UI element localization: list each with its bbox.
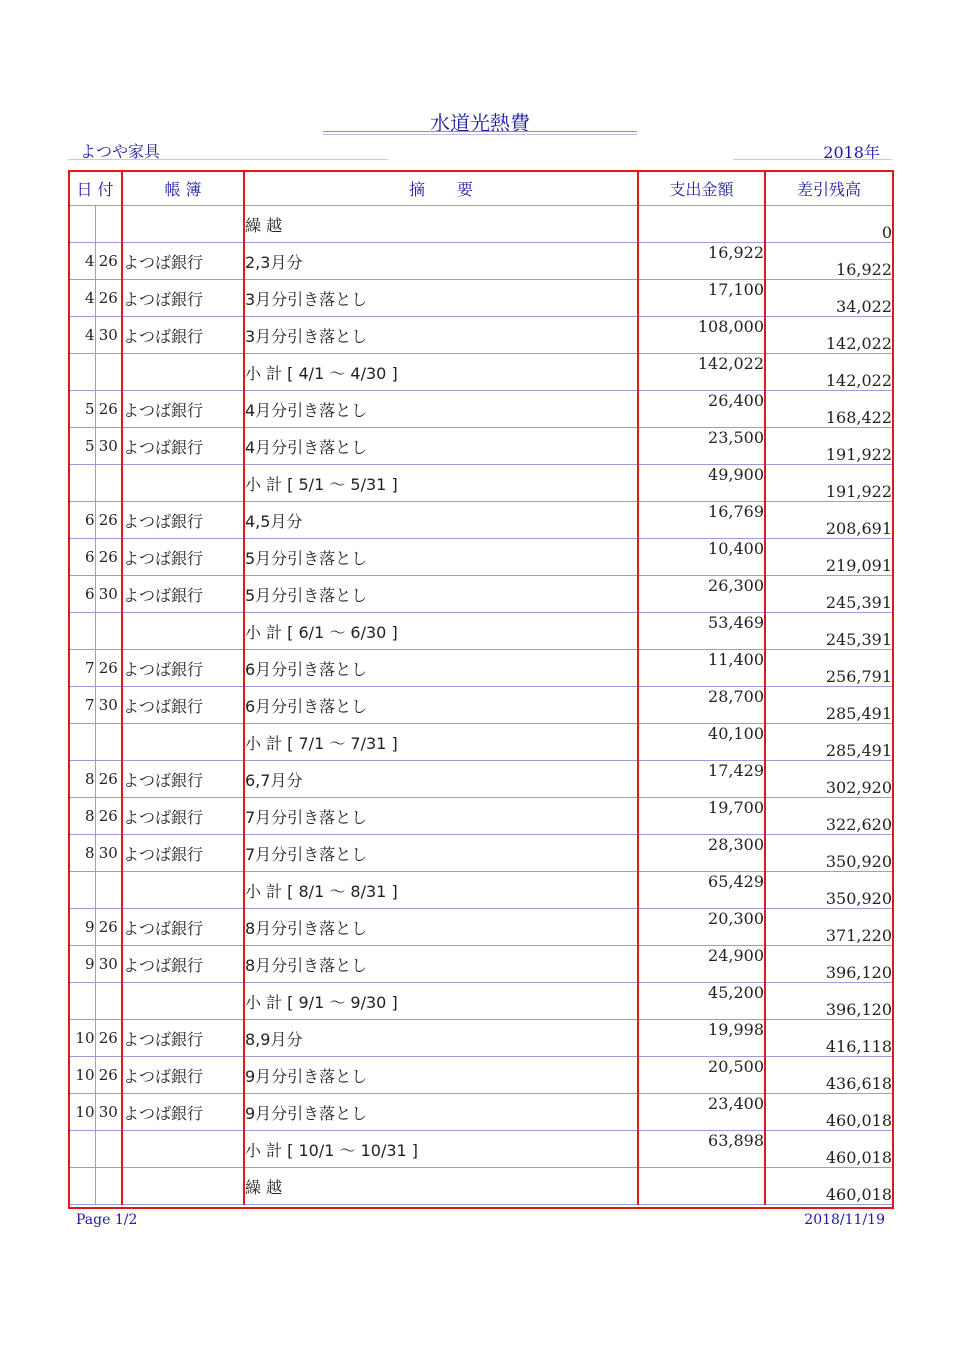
row-balance: 16,922 bbox=[765, 243, 892, 280]
row-amount bbox=[638, 206, 765, 243]
row-month bbox=[69, 1168, 95, 1205]
row-book: よつば銀行 bbox=[122, 243, 244, 280]
ledger-header-row bbox=[69, 171, 892, 206]
row-book bbox=[122, 1168, 244, 1205]
row-day: 26 bbox=[95, 798, 122, 835]
row-book bbox=[122, 465, 244, 502]
row-balance: 322,620 bbox=[765, 798, 892, 835]
table-row bbox=[69, 1094, 892, 1131]
row-amount: 108,000 bbox=[638, 317, 765, 354]
row-summary: 3月分引き落とし bbox=[244, 280, 638, 317]
row-summary: 4月分引き落とし bbox=[244, 391, 638, 428]
row-day bbox=[95, 206, 122, 243]
row-balance: 350,920 bbox=[765, 835, 892, 872]
table-row bbox=[69, 391, 892, 428]
row-balance: 460,018 bbox=[765, 1168, 892, 1205]
row-summary: 小 計 [ 10/1 ～ 10/31 ] bbox=[244, 1131, 638, 1168]
row-book: よつば銀行 bbox=[122, 650, 244, 687]
row-book bbox=[122, 983, 244, 1020]
row-book: よつば銀行 bbox=[122, 428, 244, 465]
row-summary: 5月分引き落とし bbox=[244, 576, 638, 613]
row-book bbox=[122, 1131, 244, 1168]
title-underline bbox=[323, 131, 637, 132]
table-row bbox=[69, 724, 892, 761]
row-day bbox=[95, 354, 122, 391]
row-book bbox=[122, 354, 244, 391]
row-month: 6 bbox=[69, 539, 95, 576]
header-summary: 摘 要 bbox=[244, 171, 638, 206]
row-balance: 142,022 bbox=[765, 354, 892, 391]
row-amount: 65,429 bbox=[638, 872, 765, 909]
table-row bbox=[69, 613, 892, 650]
row-month: 8 bbox=[69, 798, 95, 835]
row-book: よつば銀行 bbox=[122, 317, 244, 354]
row-balance: 350,920 bbox=[765, 872, 892, 909]
row-balance: 416,118 bbox=[765, 1020, 892, 1057]
row-day bbox=[95, 1168, 122, 1205]
row-summary: 小 計 [ 5/1 ～ 5/31 ] bbox=[244, 465, 638, 502]
row-day: 26 bbox=[95, 280, 122, 317]
row-amount: 53,469 bbox=[638, 613, 765, 650]
row-day bbox=[95, 872, 122, 909]
table-row bbox=[69, 687, 892, 724]
row-amount: 10,400 bbox=[638, 539, 765, 576]
row-day bbox=[95, 983, 122, 1020]
header-balance: 差引残高 bbox=[765, 171, 892, 206]
row-summary: 小 計 [ 7/1 ～ 7/31 ] bbox=[244, 724, 638, 761]
company-underline bbox=[68, 159, 388, 160]
row-day: 30 bbox=[95, 317, 122, 354]
row-summary: 2,3月分 bbox=[244, 243, 638, 280]
row-summary: 小 計 [ 4/1 ～ 4/30 ] bbox=[244, 354, 638, 391]
row-summary: 4,5月分 bbox=[244, 502, 638, 539]
row-book: よつば銀行 bbox=[122, 502, 244, 539]
table-row bbox=[69, 872, 892, 909]
row-book: よつば銀行 bbox=[122, 391, 244, 428]
year-underline bbox=[733, 159, 892, 160]
table-row bbox=[69, 428, 892, 465]
row-day: 30 bbox=[95, 946, 122, 983]
row-summary: 小 計 [ 9/1 ～ 9/30 ] bbox=[244, 983, 638, 1020]
table-row bbox=[69, 280, 892, 317]
row-balance: 285,491 bbox=[765, 724, 892, 761]
row-amount: 45,200 bbox=[638, 983, 765, 1020]
row-month bbox=[69, 354, 95, 391]
row-day: 26 bbox=[95, 1057, 122, 1094]
row-book bbox=[122, 872, 244, 909]
row-amount: 20,500 bbox=[638, 1057, 765, 1094]
row-amount: 26,300 bbox=[638, 576, 765, 613]
row-month: 8 bbox=[69, 761, 95, 798]
row-book: よつば銀行 bbox=[122, 687, 244, 724]
row-amount: 17,100 bbox=[638, 280, 765, 317]
row-book: よつば銀行 bbox=[122, 539, 244, 576]
table-row bbox=[69, 465, 892, 502]
ledger-body bbox=[69, 206, 892, 1205]
row-summary: 6月分引き落とし bbox=[244, 687, 638, 724]
row-balance: 0 bbox=[765, 206, 892, 243]
table-row bbox=[69, 798, 892, 835]
row-balance: 285,491 bbox=[765, 687, 892, 724]
row-month bbox=[69, 983, 95, 1020]
row-amount: 16,769 bbox=[638, 502, 765, 539]
row-amount: 40,100 bbox=[638, 724, 765, 761]
row-summary: 小 計 [ 8/1 ～ 8/31 ] bbox=[244, 872, 638, 909]
row-amount: 23,400 bbox=[638, 1094, 765, 1131]
row-amount: 17,429 bbox=[638, 761, 765, 798]
row-balance: 168,422 bbox=[765, 391, 892, 428]
table-row bbox=[69, 317, 892, 354]
row-month: 7 bbox=[69, 687, 95, 724]
row-amount: 19,998 bbox=[638, 1020, 765, 1057]
row-amount: 63,898 bbox=[638, 1131, 765, 1168]
row-month: 9 bbox=[69, 946, 95, 983]
row-month bbox=[69, 465, 95, 502]
row-day bbox=[95, 613, 122, 650]
row-balance: 191,922 bbox=[765, 428, 892, 465]
row-amount: 19,700 bbox=[638, 798, 765, 835]
row-month bbox=[69, 206, 95, 243]
row-amount: 49,900 bbox=[638, 465, 765, 502]
row-book: よつば銀行 bbox=[122, 761, 244, 798]
row-summary: 8月分引き落とし bbox=[244, 946, 638, 983]
row-amount: 28,300 bbox=[638, 835, 765, 872]
row-month: 4 bbox=[69, 280, 95, 317]
row-summary: 8,9月分 bbox=[244, 1020, 638, 1057]
page-number: Page 1/2 bbox=[76, 1212, 138, 1228]
document-title: 水道光熱費 bbox=[430, 111, 530, 135]
company-name: よつや家具 bbox=[80, 142, 161, 161]
row-amount: 28,700 bbox=[638, 687, 765, 724]
row-day: 30 bbox=[95, 576, 122, 613]
row-summary: 3月分引き落とし bbox=[244, 317, 638, 354]
row-summary: 繰 越 bbox=[244, 1168, 638, 1205]
row-day: 30 bbox=[95, 687, 122, 724]
header-amount: 支出金額 bbox=[638, 171, 765, 206]
row-balance: 208,691 bbox=[765, 502, 892, 539]
row-month bbox=[69, 613, 95, 650]
row-summary: 6月分引き落とし bbox=[244, 650, 638, 687]
table-row bbox=[69, 761, 892, 798]
row-balance: 245,391 bbox=[765, 576, 892, 613]
row-balance: 245,391 bbox=[765, 613, 892, 650]
table-row bbox=[69, 1057, 892, 1094]
row-book: よつば銀行 bbox=[122, 1094, 244, 1131]
row-balance: 460,018 bbox=[765, 1094, 892, 1131]
row-month: 9 bbox=[69, 909, 95, 946]
row-book: よつば銀行 bbox=[122, 1057, 244, 1094]
row-month: 7 bbox=[69, 650, 95, 687]
row-book: よつば銀行 bbox=[122, 909, 244, 946]
table-row bbox=[69, 539, 892, 576]
row-summary: 6,7月分 bbox=[244, 761, 638, 798]
row-month: 10 bbox=[69, 1057, 95, 1094]
row-book bbox=[122, 613, 244, 650]
table-row bbox=[69, 354, 892, 391]
header-date: 日 付 bbox=[69, 171, 122, 206]
row-balance: 34,022 bbox=[765, 280, 892, 317]
row-month: 10 bbox=[69, 1020, 95, 1057]
title-underline-secondary bbox=[323, 134, 637, 135]
row-summary: 7月分引き落とし bbox=[244, 798, 638, 835]
row-book bbox=[122, 724, 244, 761]
row-day: 30 bbox=[95, 1094, 122, 1131]
row-summary: 5月分引き落とし bbox=[244, 539, 638, 576]
row-balance: 436,618 bbox=[765, 1057, 892, 1094]
row-month: 5 bbox=[69, 391, 95, 428]
header-book: 帳 簿 bbox=[122, 171, 244, 206]
row-balance: 302,920 bbox=[765, 761, 892, 798]
row-book: よつば銀行 bbox=[122, 280, 244, 317]
row-summary: 4月分引き落とし bbox=[244, 428, 638, 465]
row-book: よつば銀行 bbox=[122, 798, 244, 835]
row-day: 26 bbox=[95, 539, 122, 576]
row-balance: 371,220 bbox=[765, 909, 892, 946]
row-day: 26 bbox=[95, 650, 122, 687]
row-day bbox=[95, 1131, 122, 1168]
row-book: よつば銀行 bbox=[122, 835, 244, 872]
row-amount: 23,500 bbox=[638, 428, 765, 465]
row-day bbox=[95, 465, 122, 502]
row-book: よつば銀行 bbox=[122, 576, 244, 613]
row-balance: 396,120 bbox=[765, 946, 892, 983]
table-row bbox=[69, 243, 892, 280]
row-month bbox=[69, 872, 95, 909]
row-amount: 24,900 bbox=[638, 946, 765, 983]
row-month: 4 bbox=[69, 243, 95, 280]
row-summary: 9月分引き落とし bbox=[244, 1057, 638, 1094]
row-summary: 9月分引き落とし bbox=[244, 1094, 638, 1131]
row-balance: 396,120 bbox=[765, 983, 892, 1020]
table-row bbox=[69, 909, 892, 946]
table-row bbox=[69, 206, 892, 243]
table-row bbox=[69, 650, 892, 687]
row-amount: 16,922 bbox=[638, 243, 765, 280]
row-month: 8 bbox=[69, 835, 95, 872]
row-amount: 20,300 bbox=[638, 909, 765, 946]
row-book bbox=[122, 206, 244, 243]
row-day: 30 bbox=[95, 835, 122, 872]
row-day: 26 bbox=[95, 761, 122, 798]
table-row bbox=[69, 1168, 892, 1205]
row-month: 10 bbox=[69, 1094, 95, 1131]
row-month: 6 bbox=[69, 576, 95, 613]
ledger-table bbox=[69, 171, 892, 1205]
table-row bbox=[69, 983, 892, 1020]
row-day: 26 bbox=[95, 391, 122, 428]
row-day bbox=[95, 724, 122, 761]
print-date: 2018/11/19 bbox=[804, 1212, 885, 1228]
row-summary: 小 計 [ 6/1 ～ 6/30 ] bbox=[244, 613, 638, 650]
row-summary: 7月分引き落とし bbox=[244, 835, 638, 872]
row-balance: 460,018 bbox=[765, 1131, 892, 1168]
row-amount bbox=[638, 1168, 765, 1205]
row-balance: 191,922 bbox=[765, 465, 892, 502]
table-row bbox=[69, 576, 892, 613]
row-amount: 142,022 bbox=[638, 354, 765, 391]
row-month: 6 bbox=[69, 502, 95, 539]
row-balance: 256,791 bbox=[765, 650, 892, 687]
table-row bbox=[69, 835, 892, 872]
table-row bbox=[69, 502, 892, 539]
row-month bbox=[69, 724, 95, 761]
row-day: 26 bbox=[95, 243, 122, 280]
row-day: 26 bbox=[95, 1020, 122, 1057]
row-book: よつば銀行 bbox=[122, 946, 244, 983]
year-label: 2018年 bbox=[823, 143, 880, 162]
row-month bbox=[69, 1131, 95, 1168]
row-day: 26 bbox=[95, 502, 122, 539]
row-summary: 8月分引き落とし bbox=[244, 909, 638, 946]
table-row bbox=[69, 1131, 892, 1168]
row-day: 26 bbox=[95, 909, 122, 946]
row-month: 5 bbox=[69, 428, 95, 465]
table-row bbox=[69, 946, 892, 983]
row-day: 30 bbox=[95, 428, 122, 465]
table-row bbox=[69, 1020, 892, 1057]
row-book: よつば銀行 bbox=[122, 1020, 244, 1057]
row-amount: 26,400 bbox=[638, 391, 765, 428]
row-month: 4 bbox=[69, 317, 95, 354]
row-balance: 142,022 bbox=[765, 317, 892, 354]
row-summary: 繰 越 bbox=[244, 206, 638, 243]
row-balance: 219,091 bbox=[765, 539, 892, 576]
row-amount: 11,400 bbox=[638, 650, 765, 687]
